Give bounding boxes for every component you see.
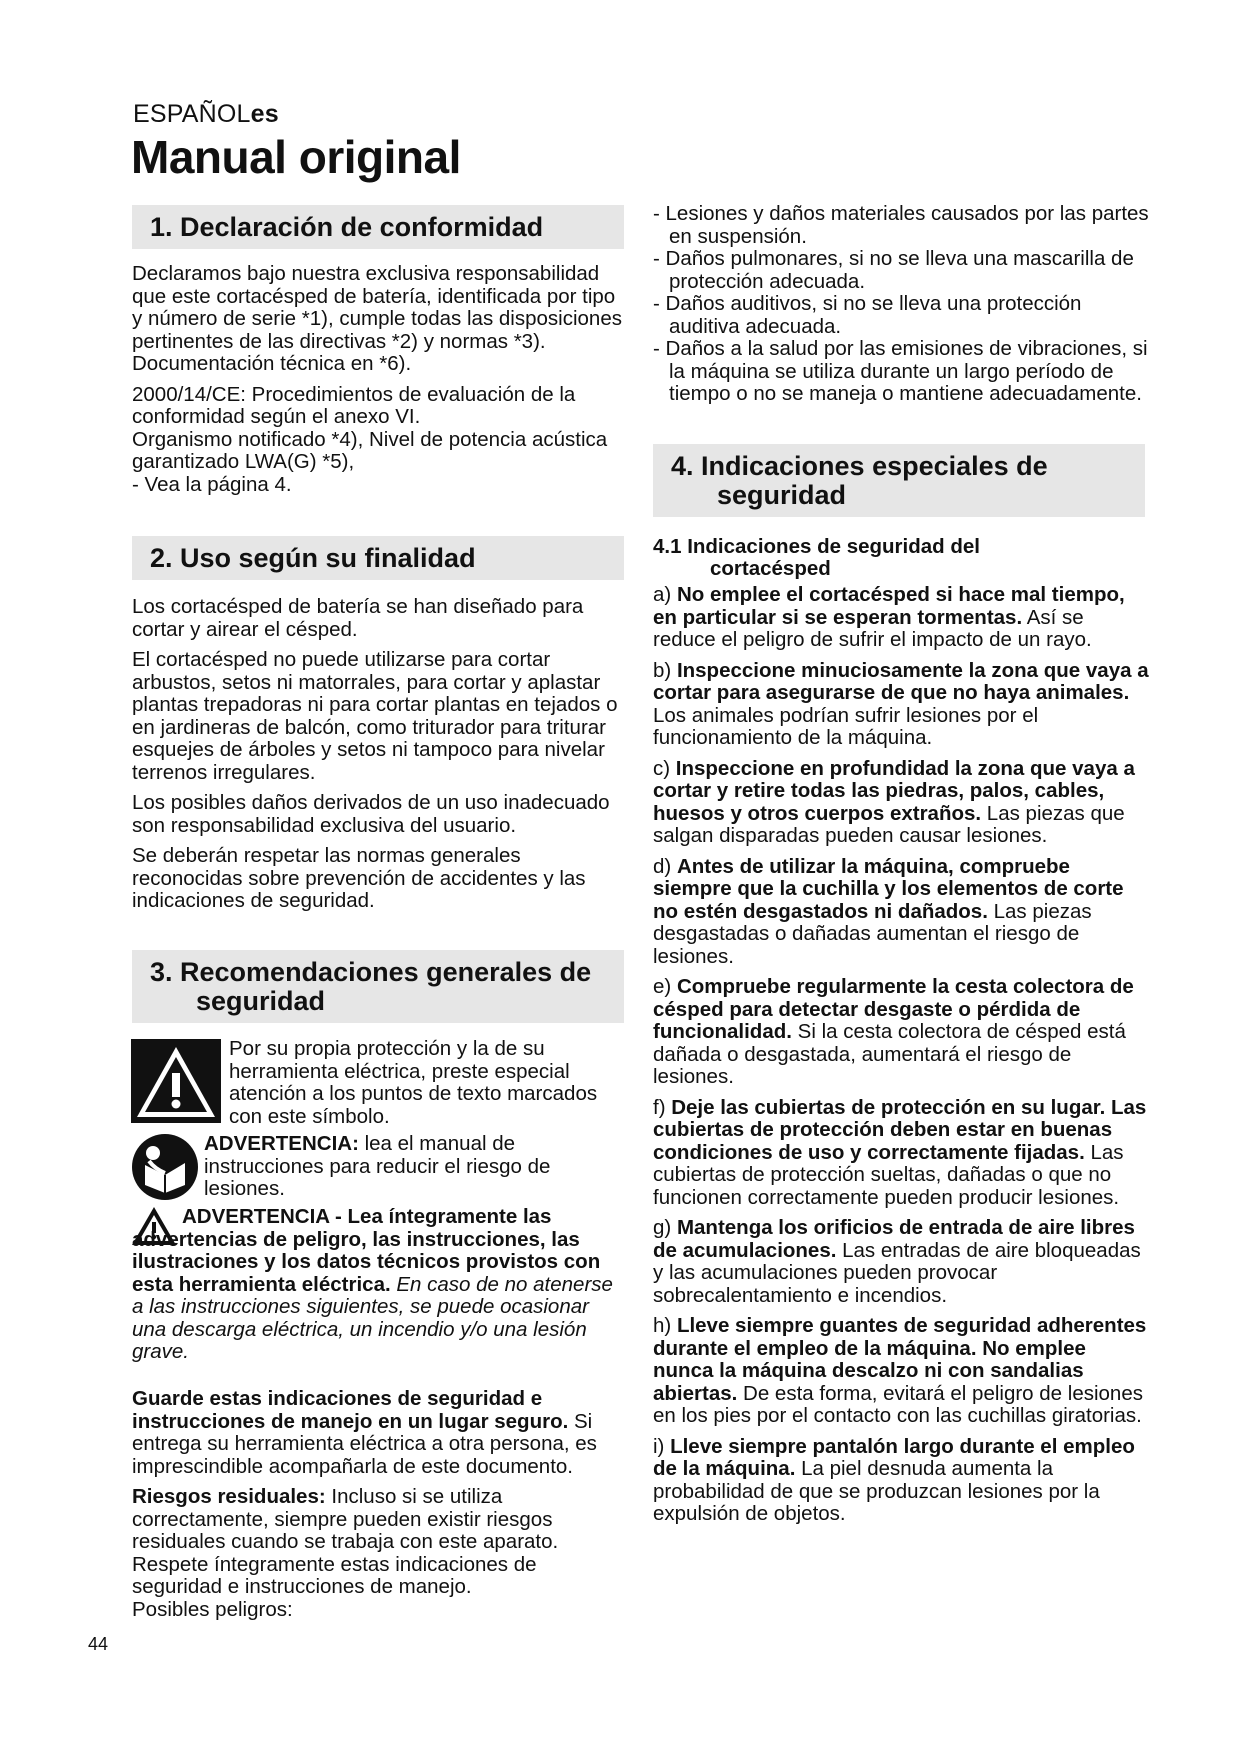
paragraph: El cortacésped no puede utilizarse para cortar arbustos, setos ni matorrales, para cortar y aplastar plantas trepadoras ni para cortar plantas en tejados o en jardineras de balcón, como triturador para triturar esquejes de árboles y setos ni tampoco para nivelar terrenos irregulares. <box>132 648 618 784</box>
list-item: e) Compruebe regularmente la cesta colectora de césped para detectar desgaste o pérdida de funcionalidad. Si la cesta colectora de césped está dañada o desgastada, aumentará el riesgo de lesiones. <box>653 975 1134 1088</box>
general-warning: ADVERTENCIA - Lea íntegramente las advertencias de peligro, las instrucciones, las ilustraciones y los datos técnicos provistos con esta herramienta eléctrica. En caso de no atenerse a las instrucciones siguientes, se puede ocasionar una descarga eléctrica, un incendio y/o una lesión grave. <box>132 1205 613 1363</box>
list-item: b) Inspeccione minuciosamente la zona que vaya a cortar para asegurarse de que no haya animales. Los animales podrían sufrir lesiones por el funcionamiento de la máquina. <box>653 658 1149 749</box>
list-item: d) Antes de utilizar la máquina, compruebe siempre que la cuchilla y los elementos de corte no estén desgastados ni dañados. Las piezas desgastadas o dañadas aumentan el riesgo de lesiones. <box>653 854 1124 968</box>
dangers-list <box>653 203 1150 406</box>
section-3-heading: 3. Recomendaciones generales de seguridad <box>132 950 624 1023</box>
list-item: g) Mantenga los orificios de entrada de aire libres de acumulaciones. Las entradas de aire bloqueadas y las acumulaciones pueden provocar sobrecalentamiento e incendios. <box>653 1216 1141 1307</box>
read-manual-warning: ADVERTENCIA: lea el manual de instrucciones para reducir el riesgo de lesiones. <box>204 1132 551 1200</box>
list-item: a) No emplee el cortacésped si hace mal tiempo, en particular si se esperan tormentas. Así se reduce el peligro de sufrir el impacto de un rayo. <box>653 583 1125 651</box>
section-3-body <box>132 1388 624 1621</box>
subsection-4-1-heading: 4.1 Indicaciones de seguridad del cortacésped <box>653 535 980 580</box>
list-item: f) Deje las cubiertas de protección en su lugar. Las cubiertas de protección deben estar en buenas condiciones de uso y correctamente fijadas. Las cubiertas de protección sueltas, dañadas o que no funcionen correctamente pueden producir lesiones. <box>653 1095 1147 1209</box>
paragraph: 2000/14/CE: Procedimientos de evaluación de la conformidad según el anexo VI. <box>132 382 576 428</box>
paragraph: - Vea la página 4. <box>132 472 292 496</box>
warning-triangle-icon <box>131 1039 221 1123</box>
list-item: - Lesiones y daños materiales causados por las partes en suspensión. <box>653 202 1149 248</box>
list-item: c) Inspeccione en profundidad la zona que vaya a cortar y retire todas las piedras, palos, cables, huesos y otros cuerpos extraños. Las piezas que salgan disparadas pueden causar lesiones. <box>653 756 1135 847</box>
symbol-description: Por su propia protección y la de su herramienta eléctrica, preste especial atención a los puntos de texto marcados con este símbolo. <box>229 1037 598 1128</box>
section-2-body <box>132 596 624 921</box>
section-1-heading: 1. Declaración de conformidad <box>132 205 624 249</box>
list-item: - Daños auditivos, si no se lleva una protección auditiva adecuada. <box>653 292 1082 338</box>
page-number: 44 <box>88 1634 109 1654</box>
residual-risks: Riesgos residuales: Incluso si se utiliza correctamente, siempre pueden existir riesgos residuales cuando se trabaja con este aparato. Respete íntegramente estas indicaciones de seguridad e instrucciones de manejo. <box>132 1485 559 1598</box>
section-4-heading: 4. Indicaciones especiales de seguridad <box>653 444 1145 517</box>
possible-dangers-label: Posibles peligros: <box>132 1597 293 1621</box>
page-title: Manual original <box>131 131 461 183</box>
paragraph: Los cortacésped de batería se han diseñado para cortar y airear el césped. <box>132 595 584 641</box>
list-item: i) Lleve siempre pantalón largo durante el empleo de la máquina. La piel desnuda aumenta la probabilidad de que se produzcan lesiones por la expulsión de objetos. <box>653 1434 1135 1525</box>
paragraph: Declaramos bajo nuestra exclusiva responsabilidad que este cortacésped de batería, identificada por tipo y número de serie *1), cumple todas las disposiciones pertinentes de las directivas *2) y normas *3). Documentación técnica en *6). <box>132 262 622 375</box>
list-item: h) Lleve siempre guantes de seguridad adherentes durante el empleo de la máquina. No emplee nunca la máquina descalzo ni con sandalias abiertas. De esta forma, evitará el peligro de lesiones en los pies por el contacto con las cuchillas giratorias. <box>653 1314 1147 1427</box>
list-item: - Daños pulmonares, si no se lleva una mascarilla de protección adecuada. <box>653 247 1134 293</box>
list-item: - Daños a la salud por las emisiones de vibraciones, si la máquina se utiliza durante un largo período de tiempo o no se maneja o mantiene adecuadamente. <box>653 337 1148 405</box>
keep-instructions: Guarde estas indicaciones de seguridad e instrucciones de manejo en un lugar seguro. Si entrega su herramienta eléctrica a otra persona, es imprescindible acompañarla de este documento. <box>132 1387 597 1478</box>
language-label: ESPAÑOLes <box>133 100 279 128</box>
paragraph: Se deberán respetar las normas generales reconocidas sobre prevención de accidentes y las indicaciones de seguridad. <box>132 844 586 912</box>
read-manual-icon <box>131 1133 199 1201</box>
paragraph: Los posibles daños derivados de un uso inadecuado son responsabilidad exclusiva del usuario. <box>132 791 610 837</box>
safety-items-list <box>653 584 1150 1534</box>
section-1-body <box>132 263 624 504</box>
section-2-heading: 2. Uso según su finalidad <box>132 536 624 580</box>
paragraph: Organismo notificado *4), Nivel de potencia acústica garantizado LWA(G) *5), <box>132 427 608 473</box>
